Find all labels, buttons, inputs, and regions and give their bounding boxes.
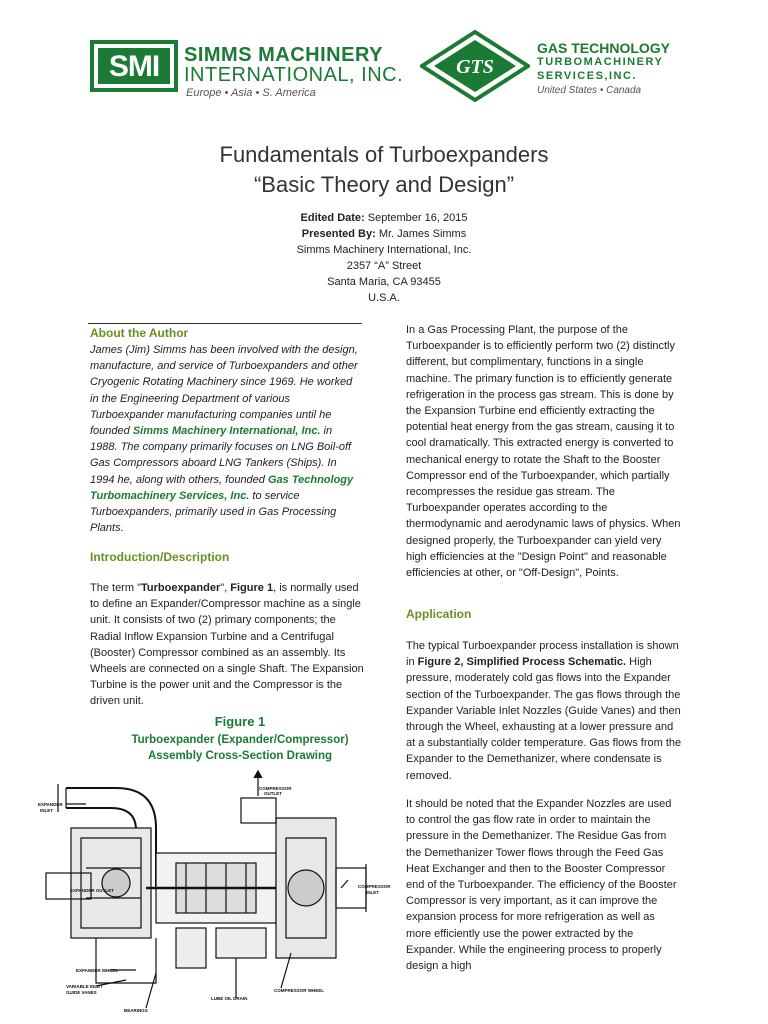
smi-link: Simms Machinery International, Inc. xyxy=(132,425,321,438)
svg-text:INLET: INLET xyxy=(366,890,379,895)
city-line: Santa Maria, CA 93455 xyxy=(327,276,441,288)
svg-text:OUTLET: OUTLET xyxy=(264,791,282,796)
smi-regions: Europe • Asia • S. America xyxy=(186,87,316,99)
company-line: Simms Machinery International, Inc. xyxy=(296,244,472,256)
gts-company-name-3: SERVICES,INC. xyxy=(537,70,637,82)
page-title: Fundamentals of Turboexpanders xyxy=(219,142,549,167)
gts-logo xyxy=(420,30,530,102)
purpose-paragraph: In a Gas Processing Plant, the purpose of the Turboexpander is to efficiently perform two (2) distinctly different, but complimentary, functions in a single machine. The primary function is to efficiently generate refrigeration in the process gas stream. This is done by the Expansion Turbine end efficiently extracting the potential heat energy from the gas stream, causing it to cool dramatically. This extracted energy is converted to mechanical energy to rotate the Shaft to the Booster Compressor end of the Turboexpander, which partially recompresses the residue gas stream. The Turboexpander operates according to the thermodynamic and aerodynamic laws of physics. When designed properly, the Turboexpander can yield very high efficiencies at the "Design Point" and reasonable efficiencies at other, or "Off-Design", Points. xyxy=(406,324,681,580)
presented-by xyxy=(0,228,768,240)
edited-date xyxy=(0,212,768,224)
svg-text:COMPRESSOR WHEEL: COMPRESSOR WHEEL xyxy=(274,988,325,993)
gts-company-name-2: TURBOMACHINERY xyxy=(537,56,664,68)
svg-text:COMPRESSOR: COMPRESSOR xyxy=(259,786,292,791)
figure-caption-1: Turboexpander (Expander/Compressor) xyxy=(131,734,349,746)
application-paragraph: The typical Turboexpander process installation is shown in Figure 2, Simplified Process Schematic. High pressure, moderately cold gas flows into the Expander section of the Turboexpander. The gas flows through the Expander Variable Inlet Nozzles (Guide Vanes) and then through the Wheel, exhausting at a lower pressure and at a substantially colder temperature. Gas flows from the Expander to the Demethanizer, where condensate is removed. xyxy=(406,640,682,782)
gts-company-name: GAS TECHNOLOGY xyxy=(537,40,671,56)
svg-text:VARIABLE INLET: VARIABLE INLET xyxy=(66,984,103,989)
edited-value: September 16, 2015 xyxy=(364,212,468,224)
country-line: U.S.A. xyxy=(368,292,400,304)
gts-logo-text: GTS xyxy=(456,56,494,78)
svg-text:EXPANDER: EXPANDER xyxy=(38,802,63,807)
svg-text:BEARINGS: BEARINGS xyxy=(124,1008,148,1013)
smi-logo-text: SMI xyxy=(98,48,170,84)
svg-text:EXPANDER OUTLET: EXPANDER OUTLET xyxy=(70,888,114,893)
smi-company-name: SIMMS MACHINERY xyxy=(184,44,383,66)
gts-link: Gas Technology Turbomachinery Services, Inc. xyxy=(90,473,354,502)
section-divider xyxy=(88,323,362,324)
smi-company-name-2: INTERNATIONAL, INC. xyxy=(184,64,404,86)
intro-text: The term "Turboexpander", Figure 1, is normally used to define an Expander/Compressor machine as a single unit. It consists of two (2) primary components; the Radial Inflow Expansion Turbine and a Centrifugal (Booster) Compressor combined as an assembly. Its Wheels are connected on a single Shaft. The Expansion Turbine is the power unit and the Compressor is the driven unit. xyxy=(90,582,364,708)
smi-logo xyxy=(90,40,178,92)
intro-heading: Introduction/Description xyxy=(90,550,230,564)
about-author-text: James (Jim) Simms has been involved with the design, manufacture, and service of Turboexpanders and other Cryogenic Rotating Machinery since 1969. He worked in the Engineering Department of various Turboexpander manufacturing companies until he founded Simms Machinery International, Inc. in 1988. The company primarily focuses on LNG Boil-off Gas Compressors aboard LNG Tankers (Ships). In 1994 he, along with others, founded Gas Technology Turbomachinery Services, Inc. to service Turboexpanders, primarily used in Gas Processing Plants. xyxy=(90,344,358,535)
nozzles-paragraph: It should be noted that the Expander Nozzles are used to control the gas flow rate in order to maintain the pressure in the Demethanizer. The Residue Gas from the Demethanizer Tower flows through the Feed Gas Heat Exchanger and then to the Booster Compressor end of the Turboexpander. The efficiency of the Booster Compressor is very important, as it can improve the expansion process for more refrigeration as well as more efficiently use the power extracted by the Expander. While the engineering process to properly design a high xyxy=(406,798,677,973)
figure-number: Figure 1 xyxy=(214,714,266,729)
presented-label: Presented By: xyxy=(301,228,376,240)
turboexpander-cross-section-drawing xyxy=(36,768,392,1018)
about-author-heading: About the Author xyxy=(90,326,189,340)
svg-text:COMPRESSOR: COMPRESSOR xyxy=(358,884,391,889)
street-line: 2357 “A” Street xyxy=(346,260,422,272)
svg-text:INLET: INLET xyxy=(40,808,53,813)
svg-text:GUIDE VANES: GUIDE VANES xyxy=(66,990,97,995)
edited-label: Edited Date: xyxy=(300,212,365,224)
page-subtitle: “Basic Theory and Design” xyxy=(253,172,515,197)
application-heading: Application xyxy=(406,607,472,621)
presented-value: Mr. James Simms xyxy=(375,228,467,240)
figure-caption-2: Assembly Cross-Section Drawing xyxy=(147,750,333,762)
gts-region: United States • Canada xyxy=(537,85,642,96)
svg-text:EXPANDER WHEEL: EXPANDER WHEEL xyxy=(76,968,119,973)
svg-text:LUBE OIL DRAIN: LUBE OIL DRAIN xyxy=(211,996,248,1001)
